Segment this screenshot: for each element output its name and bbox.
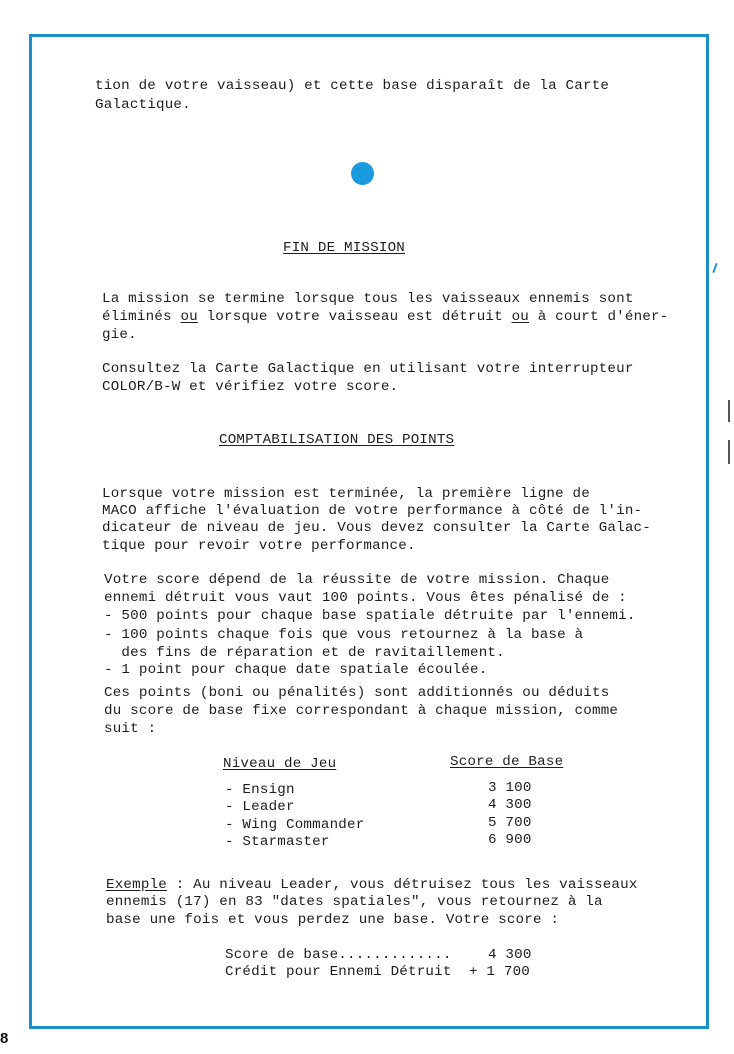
section2-p1-line-2: MACO affiche l'évaluation de votre performance à côté de l'in-: [102, 503, 643, 519]
example-line-2: ennemis (17) en 83 "dates spatiales", vous retournez à la: [106, 894, 603, 910]
text-span: gie.: [102, 327, 137, 343]
binding-mark: [728, 440, 730, 464]
section2-p3-line-2: du score de base fixe correspondant à chaque mission, comme: [104, 703, 619, 719]
section2-p3-line-1: Ces points (boni ou pénalités) sont additionnés ou déduits: [104, 685, 610, 701]
section1-p1-line-1: [102, 291, 634, 308]
example-line-1: [106, 877, 638, 894]
table-row-level: - Wing Commander: [225, 817, 365, 833]
text-span: La mission se termine lorsque tous les vaisseaux ennemis sont: [102, 291, 634, 307]
intro-line-2: Galactique.: [95, 97, 191, 113]
page-number: 8: [0, 1030, 9, 1047]
calc-row-2-value: + 1 700: [469, 964, 530, 980]
section2-p2-line-2: ennemi détruit vous vaut 100 points. Vous êtes pénalisé de :: [104, 590, 627, 606]
section2-p2-line-3: - 500 points pour chaque base spatiale détruite par l'ennemi.: [104, 608, 636, 624]
section2-p3-line-3: suit :: [104, 721, 157, 737]
section2-p2-line-5: des fins de réparation et de ravitaillement.: [104, 645, 505, 661]
calc-row-1-label: Score de base.............: [225, 947, 452, 963]
table-row-level: - Starmaster: [225, 834, 330, 850]
emphasis-ou: ou: [180, 309, 198, 325]
section-title-fin-de-mission: FIN DE MISSION: [283, 240, 405, 256]
section-title-comptabilisation: COMPTABILISATION DES POINTS: [219, 432, 455, 448]
table-row-score: 4 300: [488, 797, 532, 813]
table-row-score: 6 900: [488, 832, 532, 848]
calc-row-2-label: Crédit pour Ennemi Détruit: [225, 964, 452, 980]
separator-dot: [351, 162, 374, 185]
table-header-level: Niveau de Jeu: [223, 756, 337, 772]
section2-p1-line-3: dicateur de niveau de jeu. Vous devez consulter la Carte Galac-: [102, 520, 651, 536]
emphasis-ou: ou: [511, 309, 530, 325]
text-span: lorsque votre vaisseau est détruit: [197, 309, 512, 325]
table-row-level: - Leader: [225, 799, 295, 815]
text-span: éliminés: [102, 309, 181, 325]
section2-p2-line-6: - 1 point pour chaque date spatiale écoulée.: [104, 662, 488, 678]
margin-mark: [712, 263, 717, 273]
section1-p1-line-2: [102, 309, 668, 326]
calc-row-1-value: 4 300: [488, 947, 532, 963]
section1-p2-line-2: COLOR/B-W et vérifiez votre score.: [102, 379, 399, 395]
text-span: à court d'éner-: [529, 309, 669, 325]
section2-p2-line-1: Votre score dépend de la réussite de votre mission. Chaque: [104, 572, 610, 588]
intro-line-1: tion de votre vaisseau) et cette base disparaît de la Carte: [95, 78, 610, 94]
table-row-score: 3 100: [488, 780, 532, 796]
section1-p2-line-1: Consultez la Carte Galactique en utilisant votre interrupteur: [102, 361, 634, 377]
section2-p1-line-4: tique pour revoir votre performance.: [102, 538, 416, 554]
example-label: Exemple: [106, 877, 167, 893]
text-span: : Au niveau Leader, vous détruisez tous les vaisseaux: [167, 877, 638, 893]
binding-mark: [728, 400, 730, 422]
section2-p2-line-4: - 100 points chaque fois que vous retournez à la base à: [104, 627, 584, 643]
section1-p1-line-3: [102, 327, 137, 344]
table-row-score: 5 700: [488, 815, 532, 831]
table-row-level: - Ensign: [225, 782, 295, 798]
example-line-3: base une fois et vous perdez une base. Votre score :: [106, 912, 560, 928]
table-header-score: Score de Base: [450, 754, 564, 770]
section2-p1-line-1: Lorsque votre mission est terminée, la première ligne de: [102, 486, 590, 502]
